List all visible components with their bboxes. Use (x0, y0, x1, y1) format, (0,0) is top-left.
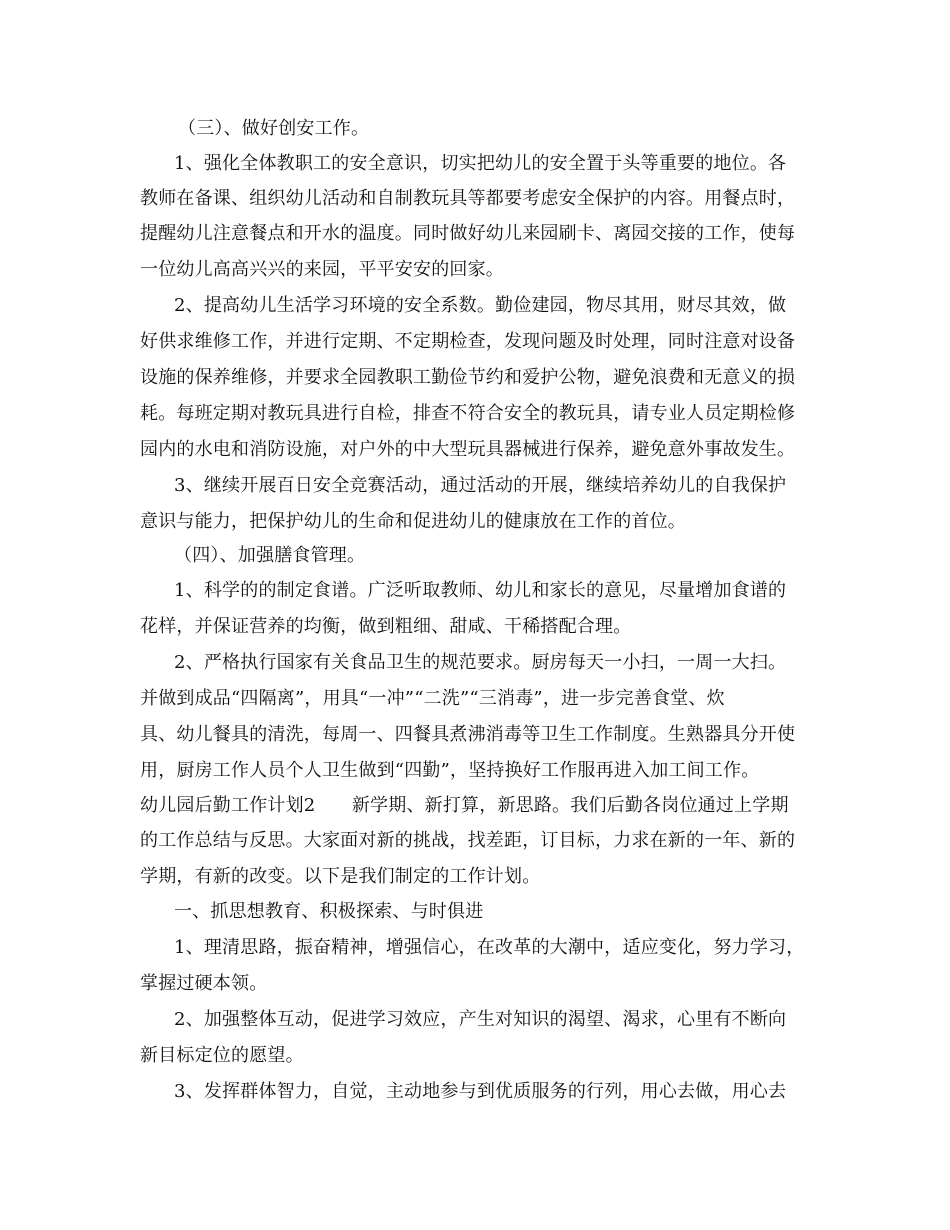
text-line: （四）、加强膳食管理。 (174, 545, 366, 566)
text-line: 设施的保养维修，并要求全园教职工勤俭节约和爱护公物，避免浪费和无意义的损 (140, 367, 796, 388)
text-line: 耗。每班定期对教玩具进行自检，排查不符合安全的教玩具，请专业人员定期检修 (140, 403, 796, 424)
text-line: 2、严格执行国家有关食品卫生的规范要求。厨房每天一小扫，一周一大扫。 (174, 652, 787, 673)
text-line: 3、发挥群体智力，自觉，主动地参与到优质服务的行列，用心去做，用心去 (174, 1081, 787, 1102)
text-line: 2、提高幼儿生活学习环境的安全系数。勤俭建园，物尽其用，财尽其效，做 (174, 295, 787, 316)
text-line: 的工作总结与反思。大家面对新的挑战，找差距，订目标，力求在新的一年、新的 (140, 830, 796, 851)
text-line: 园内的水电和消防设施，对户外的中大型玩具器械进行保养，避免意外事故发生。 (140, 439, 796, 460)
text-line: 幼儿园后勤工作计划2 新学期、新打算，新思路。我们后勤各岗位通过上学期 (140, 795, 789, 816)
text-line: 1、科学的的制定食谱。广泛听取教师、幼儿和家长的意见，尽量增加食谱的 (174, 580, 787, 601)
text-line: 花样，并保证营养的均衡，做到粗细、甜咸、干稀搭配合理。 (140, 616, 632, 637)
text-line: 提醒幼儿注意餐点和开水的温度。同时做好幼儿来园刷卡、离园交接的工作，使每 (140, 223, 796, 244)
text-line: 意识与能力，把保护幼儿的生命和促进幼儿的健康放在工作的首位。 (140, 511, 686, 532)
text-line: 1、理清思路，振奋精神，增强信心，在改革的大潮中，适应变化，努力学习， (174, 937, 805, 958)
text-line: 1、强化全体教职工的安全意识，切实把幼儿的安全置于头等重要的地位。各 (174, 153, 787, 174)
text-line: 2、加强整体互动，促进学习效应，产生对知识的渴望、渴求，心里有不断向 (174, 1009, 787, 1030)
text-line: 好供求维修工作，并进行定期、不定期检查，发现问题及时处理，同时注意对设备 (140, 331, 796, 352)
text-line: 一、抓思想教育、积极探索、与时俱进 (174, 901, 484, 922)
text-line: 新目标定位的愿望。 (140, 1045, 304, 1066)
text-line: 并做到成品“四隔离”，用具“一冲”“二洗”“三消毒”，进一步完善食堂、炊 (140, 688, 725, 709)
text-line: 具、幼儿餐具的清洗，每周一、四餐具煮沸消毒等卫生工作制度。生熟器具分开使 (140, 724, 796, 745)
text-line: 一位幼儿高高兴兴的来园，平平安安的回家。 (140, 259, 504, 280)
text-line: 学期，有新的改变。以下是我们制定的工作计划。 (140, 866, 541, 887)
text-line: （三）、做好创安工作。 (178, 118, 370, 139)
text-line: 3、继续开展百日安全竞赛活动，通过活动的开展，继续培养幼儿的自我保护 (174, 475, 787, 496)
text-line: 用，厨房工作人员个人卫生做到“四勤”，坚持换好工作服再进入加工间工作。 (140, 760, 760, 781)
text-line: 教师在备课、组织幼儿活动和自制教玩具等都要考虑安全保护的内容。用餐点时， (140, 188, 796, 209)
text-line: 掌握过硬本领。 (140, 973, 268, 994)
